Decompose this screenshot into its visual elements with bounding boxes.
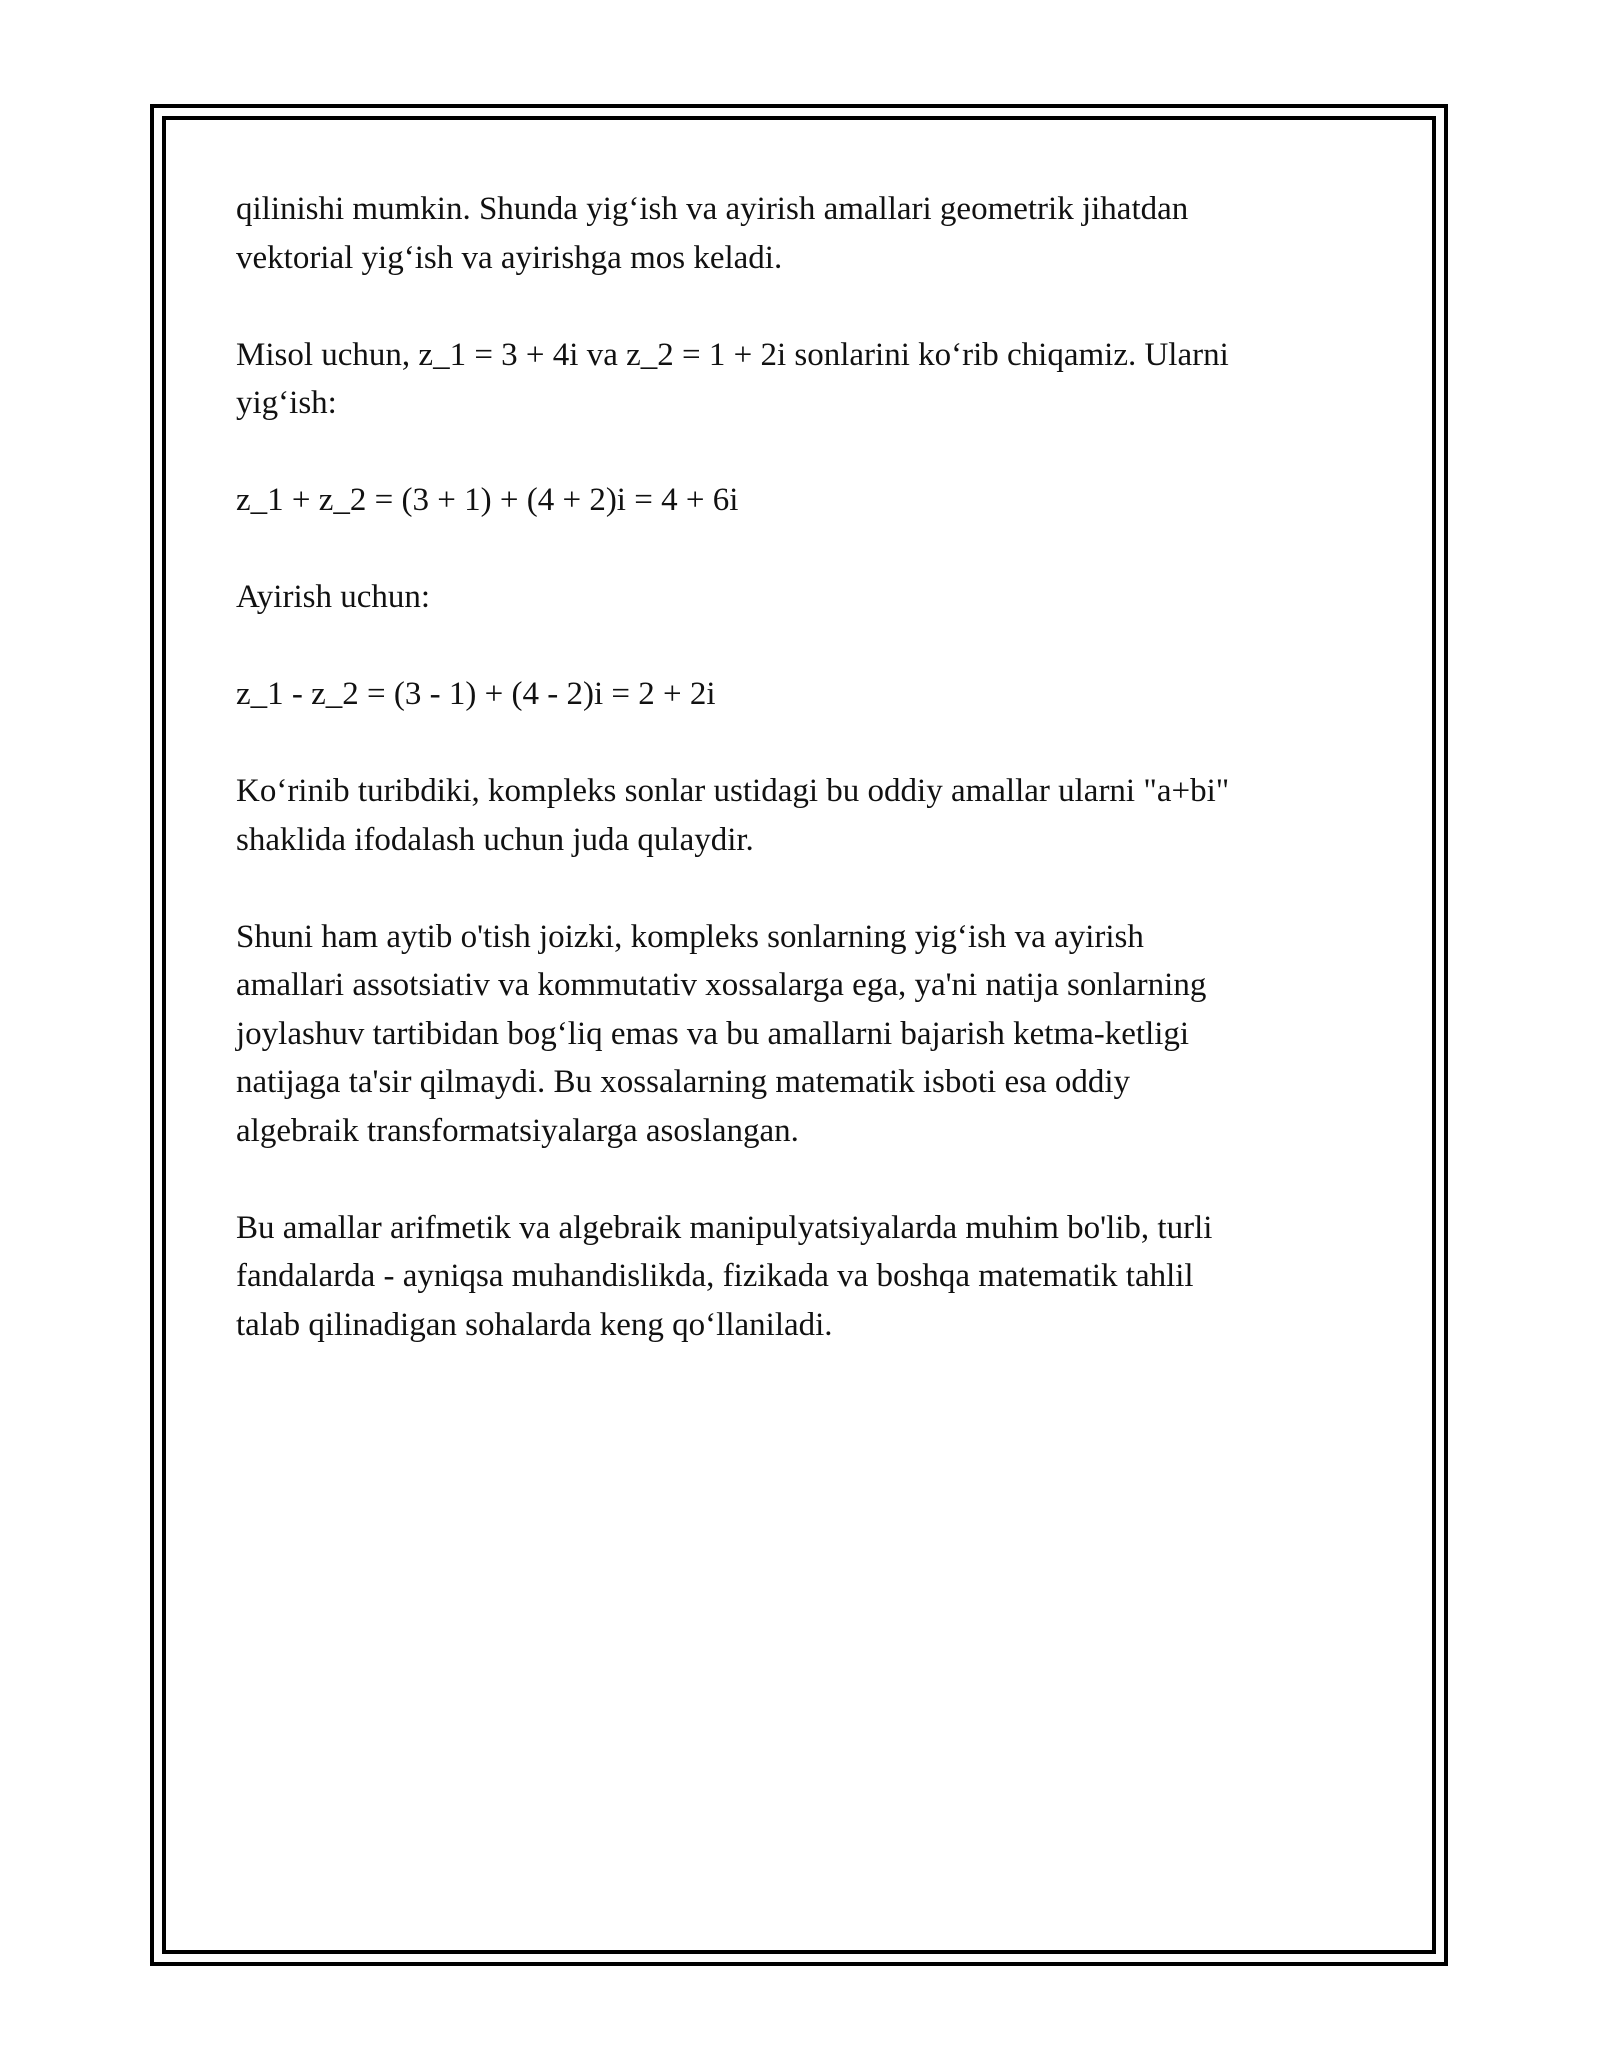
paragraph-example-intro: Misol uchun, z_1 = 3 + 4i va z_2 = 1 + 2i sonlarini ko‘rib chiqamiz. Ularni yig‘ish:	[236, 336, 1229, 421]
paragraph-properties: Shuni ham aytib o'tish joizki, kompleks sonlarning yig‘ish va ayirish amallari assotsiativ va kommutativ xossalarga ega, ya'ni natija sonlarning joylashuv tartibidan bog‘liq emas va bu amallarni bajarish ketma-ketligi natijaga ta'sir qilmaydi. Bu xossalarning matematik isboti esa oddiy algebraik transformatsiyalarga asoslangan.	[236, 918, 1207, 1149]
equation-subtraction: z_1 - z_2 = (3 - 1) + (4 - 2)i = 2 + 2i	[236, 676, 716, 712]
paragraph-applications: Bu amallar arifmetik va algebraik manipulyatsiyalarda muhim bo'lib, turli fandalarda - ayniqsa muhandislikda, fizikada va boshqa matematik tahlil talab qilinadigan sohalarda keng qo‘llaniladi.	[236, 1209, 1213, 1343]
paragraph-geometric-interpretation: qilinishi mumkin. Shunda yig‘ish va ayirish amallari geometrik jihatdan vektorial yig‘ish va ayirishga mos keladi.	[236, 191, 1189, 276]
equation-addition: z_1 + z_2 = (3 + 1) + (4 + 2)i = 4 + 6i	[236, 482, 739, 518]
paragraph-convenience: Ko‘rinib turibdiki, kompleks sonlar ustidagi bu oddiy amallar ularni "a+bi" shaklida ifodalash uchun juda qulaydir.	[236, 773, 1230, 858]
paragraph-subtraction-intro: Ayirish uchun:	[236, 579, 431, 615]
document-body	[236, 185, 1366, 1398]
